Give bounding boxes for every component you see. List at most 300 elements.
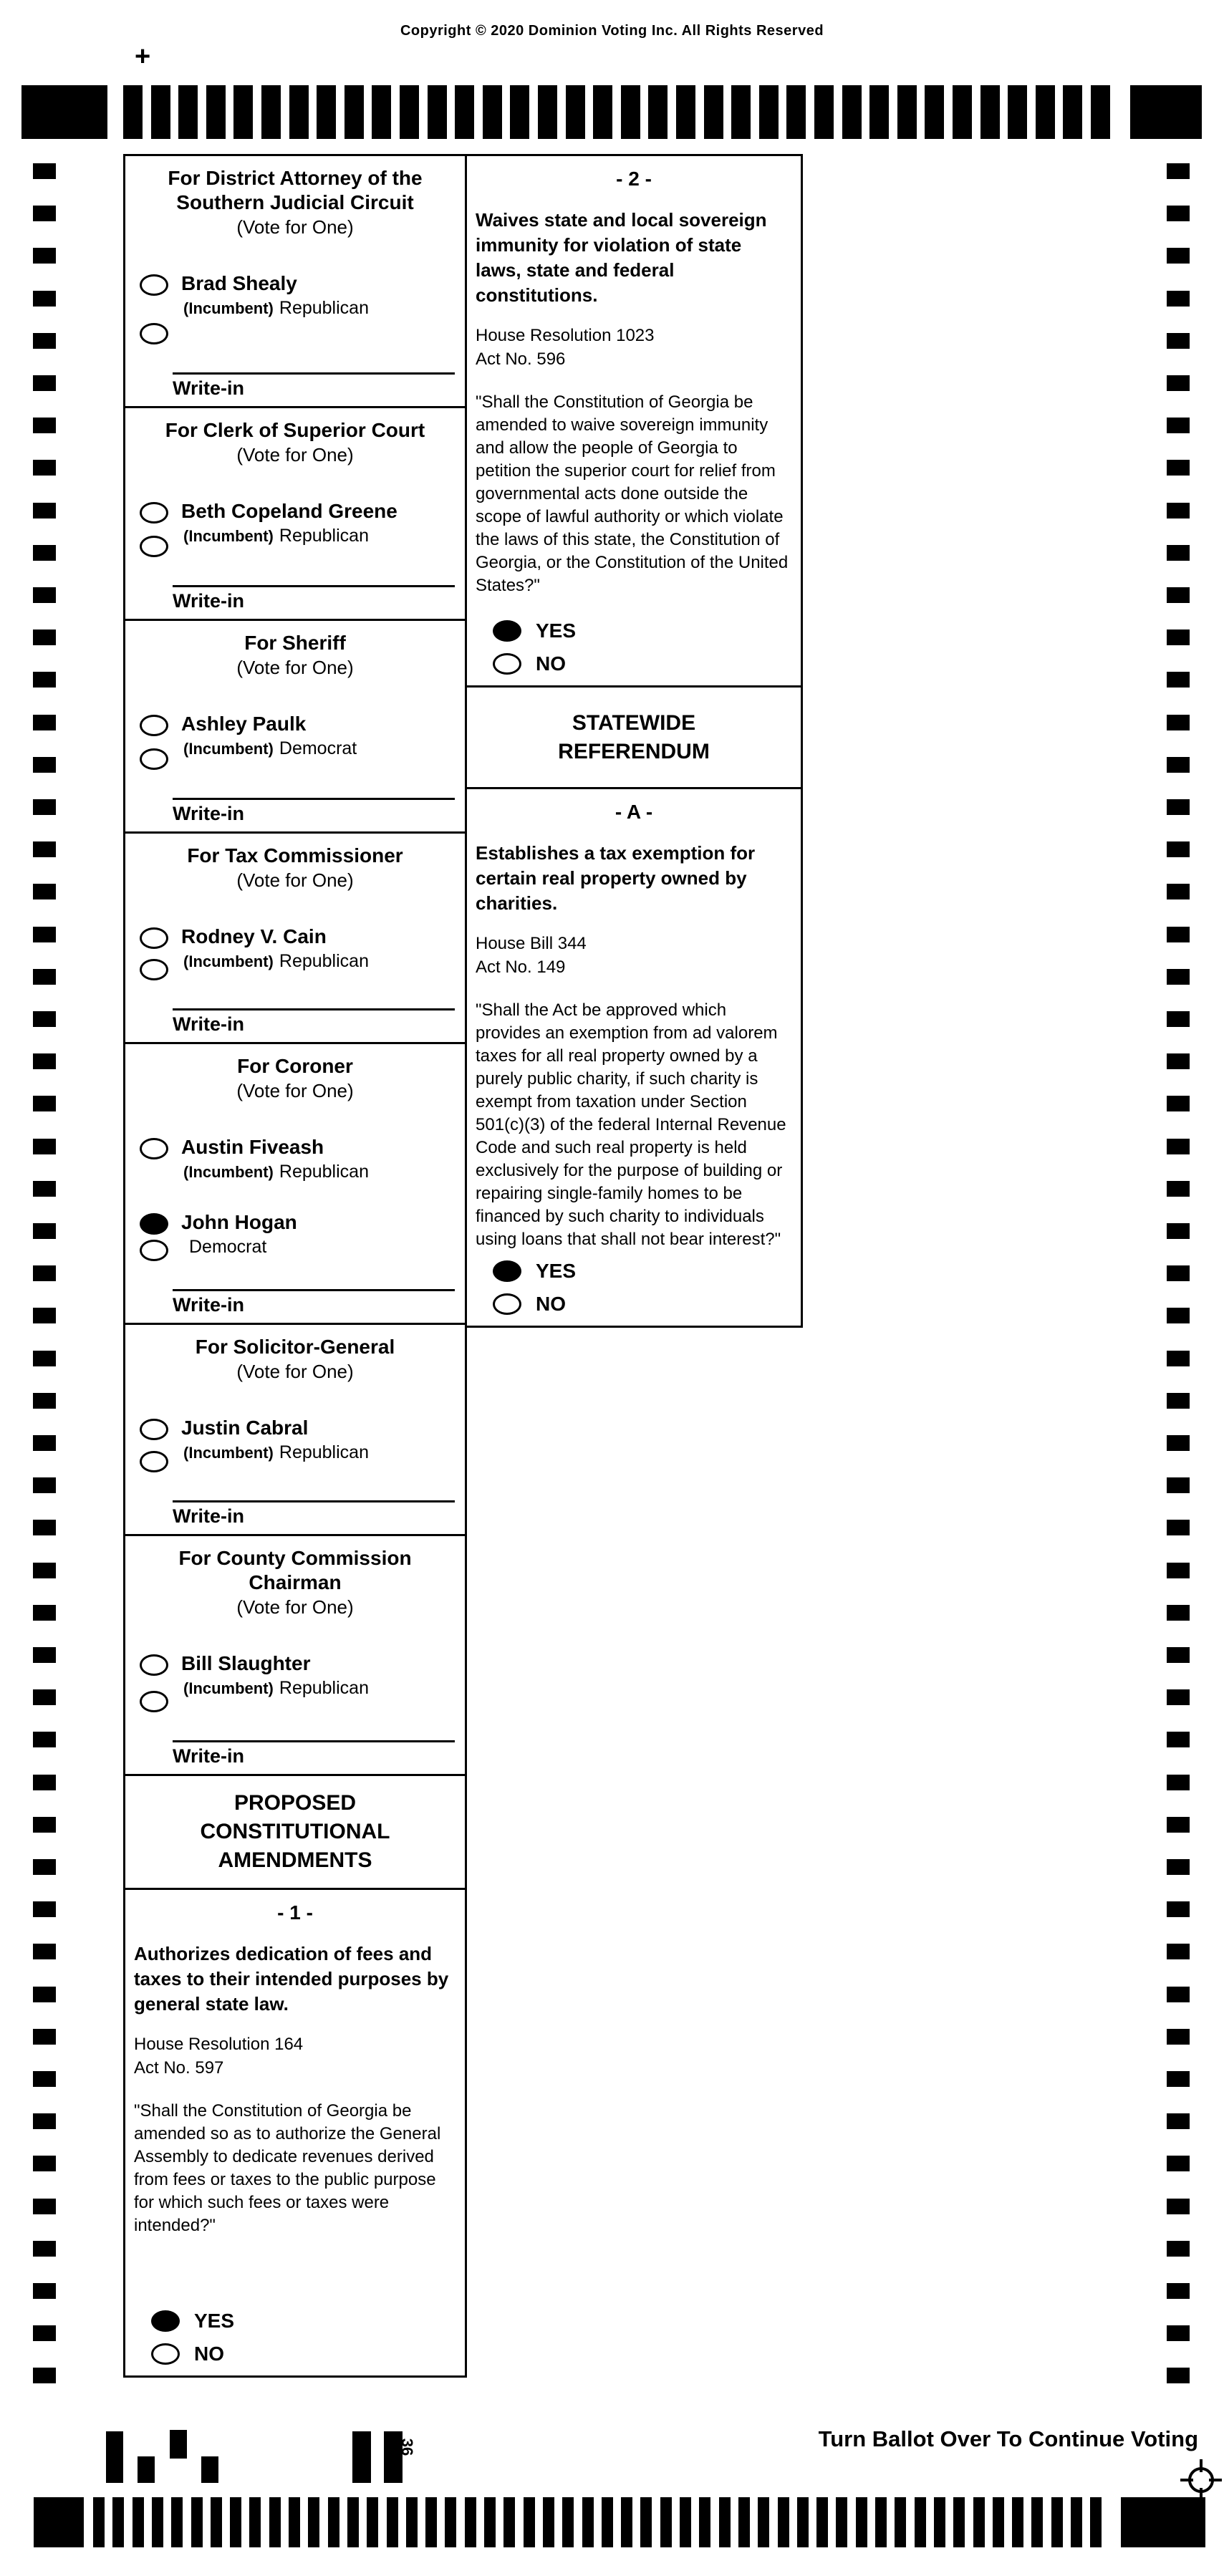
contest-title: For Sheriff xyxy=(244,632,346,654)
timing-mark xyxy=(875,2497,887,2547)
timing-mark xyxy=(211,2497,222,2547)
timing-mark xyxy=(33,2113,56,2129)
timing-mark xyxy=(289,85,309,139)
candidate-name: Rodney V. Cain xyxy=(181,925,327,947)
timing-mark xyxy=(503,2497,515,2547)
timing-mark xyxy=(138,2456,155,2483)
timing-mark xyxy=(269,2497,281,2547)
no-choice: NO xyxy=(151,2343,234,2365)
vote-oval[interactable] xyxy=(140,1654,168,1676)
timing-mark xyxy=(455,85,474,139)
timing-mark xyxy=(33,1732,56,1747)
vote-oval[interactable] xyxy=(140,1138,168,1159)
measure-1 xyxy=(123,1888,467,2378)
candidate-row xyxy=(140,1136,455,1182)
timing-mark xyxy=(1031,2497,1043,2547)
timing-mark xyxy=(1167,1096,1190,1111)
timing-mark xyxy=(621,2497,632,2547)
timing-mark xyxy=(33,1944,56,1959)
timing-mark xyxy=(759,85,779,139)
timing-mark xyxy=(33,884,56,899)
timing-mark xyxy=(33,1817,56,1833)
no-oval[interactable] xyxy=(493,1293,521,1315)
measure-reference: House Resolution 164 Act No. 597 xyxy=(134,2035,304,2078)
timing-mark xyxy=(538,85,557,139)
timing-mark xyxy=(1167,927,1190,942)
candidate-party: (Incumbent) Republican xyxy=(183,1678,369,1698)
timing-mark xyxy=(33,1859,56,1875)
timing-mark xyxy=(758,2497,769,2547)
timing-mark xyxy=(1167,1351,1190,1366)
timing-mark xyxy=(704,85,723,139)
timing-mark xyxy=(465,2497,476,2547)
timing-mark xyxy=(1167,503,1190,518)
timing-mark xyxy=(33,757,56,773)
timing-mark xyxy=(856,2497,867,2547)
timing-mark xyxy=(1167,1308,1190,1323)
candidate-party: Democrat xyxy=(189,1237,267,1257)
vote-for-instruction: (Vote for One) xyxy=(236,1080,354,1101)
measure-summary: Authorizes dedication of fees and taxes to their intended purposes by general state law. xyxy=(134,1943,449,2015)
timing-mark xyxy=(1167,1859,1190,1875)
measure-question: "Shall the Constitution of Georgia be amended to waive sovereign immunity and allow the people of Georgia to petition the superior court for relief from governmental acts done outside the scope of lawful authority or which violate the laws of this state, the Constitution of Georgia, or the Constitution of the United States?" xyxy=(476,392,789,595)
timing-mark xyxy=(233,85,253,139)
timing-mark xyxy=(428,85,447,139)
timing-mark xyxy=(1167,1011,1190,1027)
timing-mark xyxy=(33,1393,56,1409)
measure-number: - 2 - xyxy=(616,168,652,190)
timing-mark xyxy=(93,2497,105,2547)
timing-mark xyxy=(524,2497,535,2547)
timing-mark xyxy=(33,1563,56,1578)
timing-mark xyxy=(1167,715,1190,730)
timing-mark xyxy=(925,85,944,139)
write-in-line[interactable]: Write-in xyxy=(173,1740,455,1767)
timing-mark xyxy=(425,2497,437,2547)
timing-mark xyxy=(1167,1139,1190,1154)
timing-mark xyxy=(33,206,56,221)
candidate-name: Brad Shealy xyxy=(181,272,297,294)
timing-mark xyxy=(973,2497,985,2547)
timing-mark xyxy=(261,85,281,139)
timing-mark xyxy=(33,1308,56,1323)
candidate-name: Beth Copeland Greene xyxy=(181,500,397,522)
no-oval[interactable] xyxy=(493,653,521,675)
contest-title: For Solicitor-General xyxy=(195,1336,395,1358)
ballot-column-left xyxy=(123,154,467,2378)
timing-mark xyxy=(836,2497,847,2547)
measure-2 xyxy=(465,154,803,688)
timing-mark xyxy=(1167,2156,1190,2171)
candidate-row xyxy=(140,1417,455,1463)
timing-mark xyxy=(1167,2113,1190,2129)
measure-number: - A - xyxy=(615,801,653,823)
timing-mark xyxy=(1036,85,1055,139)
timing-mark xyxy=(367,2497,378,2547)
contest-title: For County Commission Chairman xyxy=(178,1547,412,1593)
no-choice: NO xyxy=(493,1293,576,1316)
timing-mark xyxy=(660,2497,672,2547)
timing-mark xyxy=(33,163,56,179)
timing-mark xyxy=(1167,1732,1190,1747)
timing-mark xyxy=(786,85,806,139)
timing-mark xyxy=(1167,799,1190,815)
timing-mark xyxy=(1167,1053,1190,1069)
yes-choice: YES xyxy=(493,619,576,642)
timing-mark xyxy=(34,2497,84,2547)
timing-mark xyxy=(372,85,391,139)
timing-mark xyxy=(33,1053,56,1069)
timing-mark xyxy=(33,333,56,349)
timing-mark xyxy=(33,2368,56,2383)
timing-mark xyxy=(33,629,56,645)
write-in-line[interactable]: Write-in xyxy=(173,372,455,399)
contest-solicitor-general xyxy=(123,1323,467,1536)
timing-mark xyxy=(33,1647,56,1663)
timing-mark xyxy=(33,1181,56,1197)
timing-mark xyxy=(731,85,751,139)
copyright-text: Copyright © 2020 Dominion Voting Inc. All Rights Reserved xyxy=(400,23,824,39)
vote-for-instruction: (Vote for One) xyxy=(236,869,354,891)
timing-mark xyxy=(566,85,585,139)
timing-mark xyxy=(33,2241,56,2257)
timing-mark xyxy=(1167,1435,1190,1451)
timing-mark xyxy=(230,2497,241,2547)
timing-mark xyxy=(33,2156,56,2171)
timing-mark xyxy=(1167,2029,1190,2045)
timing-mark xyxy=(1167,2199,1190,2214)
candidate-party: (Incumbent) Republican xyxy=(183,1442,369,1462)
write-in-oval[interactable] xyxy=(140,323,168,344)
timing-mark xyxy=(1091,85,1110,139)
timing-mark xyxy=(699,2497,710,2547)
candidate-party: (Incumbent) Republican xyxy=(183,526,369,546)
timing-mark xyxy=(249,2497,261,2547)
timing-mark xyxy=(1167,1265,1190,1281)
measure-choices xyxy=(151,2300,234,2365)
no-oval[interactable] xyxy=(151,2343,180,2365)
candidate-name: Ashley Paulk xyxy=(181,713,307,735)
timing-mark xyxy=(980,85,1000,139)
measure-summary: Establishes a tax exemption for certain real property owned by charities. xyxy=(476,842,756,914)
measure-question: "Shall the Constitution of Georgia be amended so as to authorize the General Assembly to dedicate revenues derived from fees or taxes to the public purpose for which such fees or taxes were intended?" xyxy=(134,2101,441,2235)
contest-title: For District Attorney of the Southern Judicial Circuit xyxy=(168,167,423,213)
timing-mark xyxy=(1167,2241,1190,2257)
yes-oval[interactable] xyxy=(493,1260,521,1282)
timing-mark xyxy=(676,85,695,139)
timing-mark xyxy=(170,2430,187,2459)
contest-clerk-superior-court xyxy=(123,406,467,621)
timing-mark xyxy=(1167,1605,1190,1621)
timing-mark xyxy=(1167,969,1190,985)
vote-for-instruction: (Vote for One) xyxy=(236,1596,354,1618)
timing-mark xyxy=(33,1520,56,1535)
timing-mark xyxy=(308,2497,319,2547)
section-header-statewide-referendum: STATEWIDE REFERENDUM xyxy=(465,685,803,789)
candidate-row xyxy=(140,713,455,759)
timing-mark xyxy=(1167,672,1190,688)
timing-mark xyxy=(1167,587,1190,603)
timing-mark xyxy=(1167,1689,1190,1705)
measure-reference: House Bill 344 Act No. 149 xyxy=(476,934,587,977)
timing-mark xyxy=(328,2497,339,2547)
timing-mark xyxy=(33,291,56,307)
timing-mark xyxy=(582,2497,594,2547)
measure-choices xyxy=(493,609,576,675)
measure-reference: House Resolution 1023 Act No. 596 xyxy=(476,326,655,369)
timing-mark xyxy=(648,85,668,139)
timing-mark xyxy=(1008,85,1027,139)
measure-summary: Waives state and local sovereign immunity for violation of state laws, state and federal constitutions. xyxy=(476,209,767,306)
measure-question: "Shall the Act be approved which provides an exemption from ad valorem taxes for all real property owned by a purely public charity, if such charity is exempt from taxation under Section 501(c)(3) of the federal Internal Revenue Code and such real property is held exclusively for the purpose of building or repairing single-family homes to be financed by such charity to individuals using loans that shall not bear interest?" xyxy=(476,1000,786,1249)
timing-mark xyxy=(1167,1987,1190,2002)
candidate-party: (Incumbent) Democrat xyxy=(183,738,357,758)
barcode-number: 36 xyxy=(398,2438,417,2456)
timing-mark xyxy=(621,85,640,139)
timing-mark xyxy=(842,85,862,139)
write-in-line[interactable]: Write-in xyxy=(173,798,455,824)
timing-mark xyxy=(33,1605,56,1621)
timing-mark xyxy=(1167,2368,1190,2383)
timing-mark xyxy=(33,1775,56,1790)
timing-mark xyxy=(814,85,834,139)
timing-mark xyxy=(593,85,612,139)
timing-mark xyxy=(132,2497,144,2547)
timing-mark xyxy=(1167,2283,1190,2299)
turn-ballot-over-text: Turn Ballot Over To Continue Voting xyxy=(818,2426,1198,2451)
timing-mark xyxy=(112,2497,124,2547)
timing-mark xyxy=(33,1435,56,1451)
timing-mark xyxy=(33,841,56,857)
timing-mark xyxy=(1167,2071,1190,2087)
write-in-oval[interactable] xyxy=(140,536,168,557)
timing-mark xyxy=(1167,2325,1190,2341)
timing-mark xyxy=(510,85,529,139)
timing-mark xyxy=(1071,2497,1082,2547)
timing-mark xyxy=(352,2431,371,2483)
timing-mark xyxy=(33,1139,56,1154)
candidate-name: Justin Cabral xyxy=(181,1417,309,1439)
write-in-oval[interactable] xyxy=(140,1240,168,1261)
timing-mark xyxy=(151,85,170,139)
timing-mark xyxy=(1167,545,1190,561)
vote-oval[interactable] xyxy=(140,1213,168,1235)
timing-mark xyxy=(1167,460,1190,476)
timing-mark xyxy=(317,85,336,139)
timing-mark xyxy=(347,2497,359,2547)
registration-plus-mark: + xyxy=(135,42,151,72)
timing-mark xyxy=(484,2497,496,2547)
timing-mark xyxy=(778,2497,789,2547)
write-in-oval[interactable] xyxy=(140,1451,168,1472)
timing-mark xyxy=(1063,85,1082,139)
timing-mark xyxy=(33,2029,56,2045)
candidate-row xyxy=(140,925,455,972)
timing-mark xyxy=(1167,841,1190,857)
timing-mark xyxy=(1167,333,1190,349)
timing-mark xyxy=(33,1265,56,1281)
timing-mark xyxy=(33,1351,56,1366)
timing-mark xyxy=(869,85,889,139)
timing-mark xyxy=(1167,418,1190,433)
timing-mark xyxy=(1167,1817,1190,1833)
timing-mark xyxy=(33,1901,56,1917)
write-in-line[interactable]: Write-in xyxy=(173,1500,455,1527)
timing-mark xyxy=(106,2431,123,2483)
timing-mark xyxy=(33,1689,56,1705)
timing-mark xyxy=(206,85,226,139)
timing-mark xyxy=(1167,884,1190,899)
timing-mark xyxy=(33,1987,56,2002)
yes-choice: YES xyxy=(151,2310,234,2333)
timing-mark xyxy=(816,2497,828,2547)
timing-mark xyxy=(1121,2497,1205,2547)
vote-for-instruction: (Vote for One) xyxy=(236,444,354,465)
timing-mark xyxy=(895,2497,906,2547)
timing-mark xyxy=(33,503,56,518)
timing-mark xyxy=(1167,1901,1190,1917)
candidate-row xyxy=(140,1652,455,1699)
timing-mark xyxy=(562,2497,574,2547)
vote-oval[interactable] xyxy=(140,715,168,736)
timing-mark xyxy=(483,85,502,139)
timing-mark xyxy=(602,2497,613,2547)
yes-oval[interactable] xyxy=(151,2310,180,2332)
timing-mark xyxy=(738,2497,750,2547)
write-in-line[interactable]: Write-in xyxy=(173,585,455,612)
timing-mark xyxy=(1167,1520,1190,1535)
timing-mark xyxy=(33,2325,56,2341)
timing-mark xyxy=(33,799,56,815)
timing-mark xyxy=(1167,1563,1190,1578)
timing-mark xyxy=(897,85,917,139)
candidate-name: Bill Slaughter xyxy=(181,1652,311,1674)
timing-mark xyxy=(1167,1944,1190,1959)
timing-mark xyxy=(1167,1181,1190,1197)
candidate-party: (Incumbent) Republican xyxy=(183,951,369,971)
vote-for-instruction: (Vote for One) xyxy=(236,657,354,678)
timing-mark xyxy=(1167,1223,1190,1239)
timing-mark xyxy=(993,2497,1004,2547)
write-in-oval[interactable] xyxy=(140,959,168,980)
vote-oval[interactable] xyxy=(140,927,168,949)
timing-mark xyxy=(344,85,364,139)
write-in-oval[interactable] xyxy=(140,1691,168,1712)
candidate-row xyxy=(140,1211,455,1258)
timing-mark xyxy=(953,2497,965,2547)
timing-mark xyxy=(289,2497,300,2547)
timing-mark xyxy=(1051,2497,1063,2547)
measure-choices xyxy=(493,1250,576,1316)
timing-mark xyxy=(953,85,972,139)
timing-mark xyxy=(1130,85,1202,139)
timing-mark xyxy=(543,2497,554,2547)
timing-mark xyxy=(33,375,56,391)
timing-mark xyxy=(406,2497,418,2547)
timing-mark xyxy=(1167,206,1190,221)
timing-mark xyxy=(33,248,56,264)
timing-mark xyxy=(178,85,198,139)
timing-mark xyxy=(33,1477,56,1493)
timing-mark xyxy=(33,587,56,603)
vote-for-instruction: (Vote for One) xyxy=(236,1361,354,1382)
contest-sheriff xyxy=(123,619,467,834)
timing-mark xyxy=(33,545,56,561)
registration-crosshair-icon xyxy=(1179,2458,1223,2502)
timing-mark xyxy=(1167,1393,1190,1409)
timing-mark xyxy=(33,969,56,985)
timing-mark xyxy=(33,2199,56,2214)
vote-oval[interactable] xyxy=(140,502,168,524)
timing-mark xyxy=(1167,248,1190,264)
timing-mark xyxy=(915,2497,926,2547)
vote-oval[interactable] xyxy=(140,274,168,296)
timing-mark xyxy=(680,2497,691,2547)
timing-mark xyxy=(123,85,143,139)
timing-mark xyxy=(1012,2497,1023,2547)
yes-oval[interactable] xyxy=(493,620,521,642)
contest-title: For Tax Commissioner xyxy=(187,844,403,867)
candidate-party: (Incumbent) Republican xyxy=(183,1162,369,1182)
write-in-oval[interactable] xyxy=(140,748,168,770)
contest-district-attorney xyxy=(123,154,467,408)
vote-oval[interactable] xyxy=(140,1419,168,1440)
timing-mark xyxy=(33,1011,56,1027)
timing-mark xyxy=(1167,163,1190,179)
timing-mark xyxy=(33,715,56,730)
timing-mark xyxy=(191,2497,203,2547)
timing-mark xyxy=(152,2497,163,2547)
timing-mark xyxy=(934,2497,945,2547)
timing-mark xyxy=(1167,1477,1190,1493)
timing-mark xyxy=(1167,1647,1190,1663)
timing-mark xyxy=(33,460,56,476)
contest-title: For Coroner xyxy=(237,1055,353,1077)
timing-mark xyxy=(33,2283,56,2299)
timing-mark xyxy=(387,2497,398,2547)
timing-mark xyxy=(33,1096,56,1111)
timing-mark xyxy=(445,2497,456,2547)
timing-mark xyxy=(21,85,107,139)
timing-mark xyxy=(719,2497,731,2547)
timing-mark xyxy=(400,85,419,139)
timing-mark xyxy=(33,1223,56,1239)
ballot-column-right xyxy=(465,154,803,1328)
contest-tax-commissioner xyxy=(123,831,467,1044)
timing-mark xyxy=(1167,757,1190,773)
timing-mark xyxy=(1167,291,1190,307)
candidate-name: Austin Fiveash xyxy=(181,1136,324,1158)
timing-mark xyxy=(33,927,56,942)
candidate-row xyxy=(140,500,455,546)
timing-mark xyxy=(1167,1775,1190,1790)
candidate-name: John Hogan xyxy=(181,1211,297,1233)
timing-mark xyxy=(797,2497,809,2547)
timing-mark xyxy=(1090,2497,1102,2547)
timing-mark xyxy=(1167,629,1190,645)
contest-title: For Clerk of Superior Court xyxy=(165,419,425,441)
write-in-line[interactable]: Write-in xyxy=(173,1289,455,1316)
section-header-proposed-amendments: PROPOSED CONSTITUTIONAL AMENDMENTS xyxy=(123,1774,467,1890)
timing-mark xyxy=(1167,375,1190,391)
measure-a xyxy=(465,787,803,1328)
vote-for-instruction: (Vote for One) xyxy=(236,216,354,238)
write-in-line[interactable]: Write-in xyxy=(173,1008,455,1035)
candidate-row xyxy=(140,272,455,319)
timing-mark xyxy=(33,672,56,688)
timing-mark xyxy=(201,2456,218,2483)
timing-mark xyxy=(33,418,56,433)
